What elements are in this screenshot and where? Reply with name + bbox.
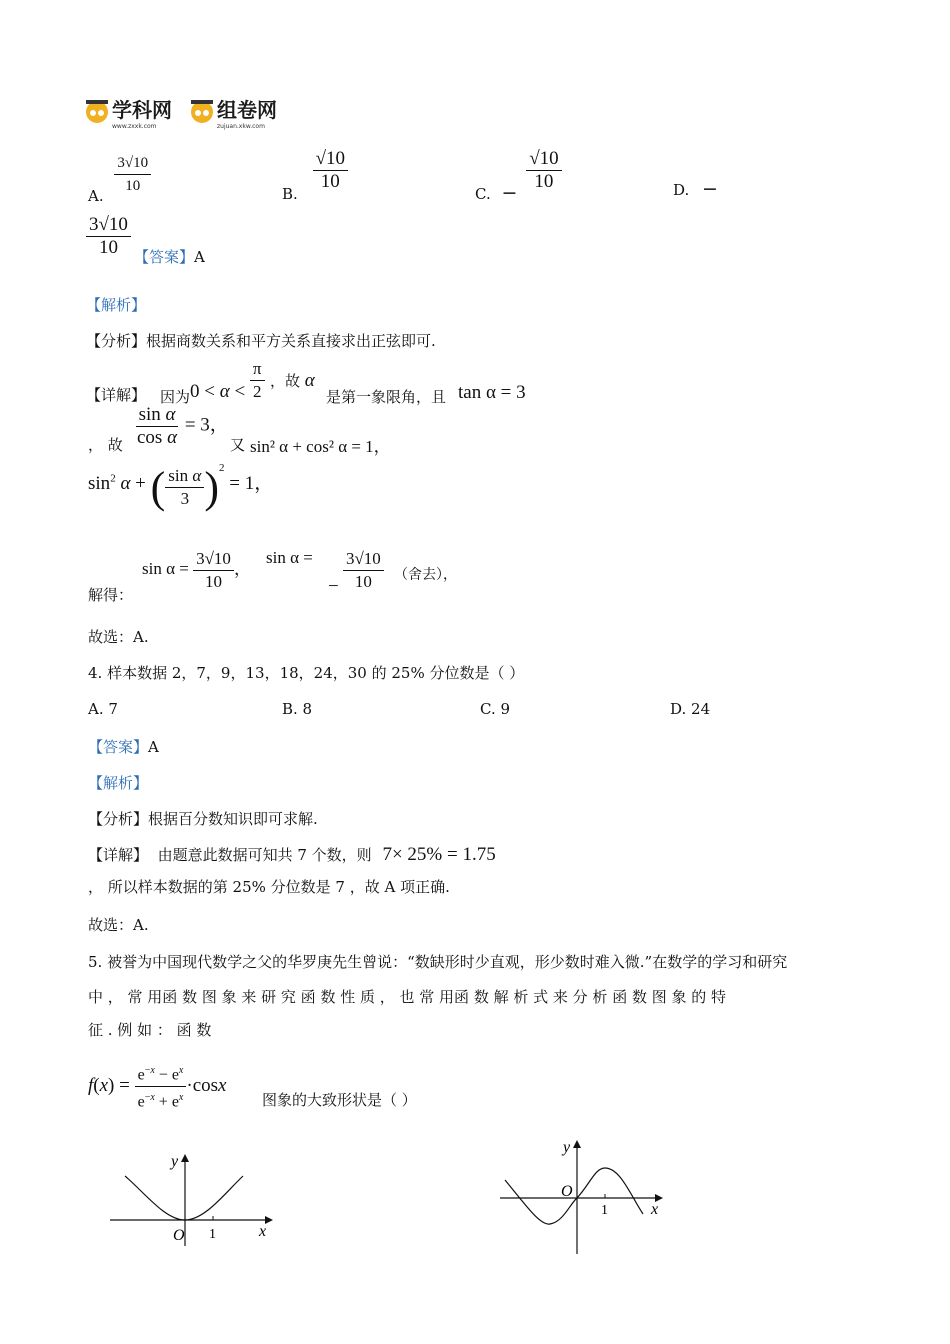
q3-substitution: $\sin^2 \alpha$ + ( $\frac{\text{sin α}}{3}$ )$^2$ = 1， bbox=[88, 461, 274, 512]
q3-pythag-identity: sin² α + cos² α = 1， bbox=[250, 437, 391, 456]
q5-stem-line3: 征 . 例 如 ： 函 数 bbox=[88, 1021, 212, 1039]
y-axis-arrow-icon bbox=[573, 1140, 581, 1148]
option-letter: D. bbox=[673, 181, 690, 199]
option-sign: − bbox=[501, 181, 518, 204]
option-a bbox=[88, 152, 151, 205]
fenxi-label: 【分析】 bbox=[86, 332, 147, 350]
logo bbox=[84, 92, 294, 136]
q4-option-d: D. 24 bbox=[670, 700, 711, 718]
graph-option-a bbox=[105, 1148, 285, 1248]
q4-option-a: A. 7 bbox=[88, 700, 118, 718]
option-letter: A. bbox=[88, 186, 104, 205]
option-d-fraction bbox=[86, 214, 131, 259]
curve bbox=[125, 1176, 243, 1220]
curve bbox=[505, 1168, 643, 1224]
y-label: y bbox=[563, 1139, 571, 1156]
graph-option-b bbox=[495, 1134, 675, 1258]
q3-discard: （舍去）， bbox=[394, 567, 457, 583]
y-label: y bbox=[171, 1153, 179, 1170]
q4-fenxi: 【分析】根据百分数知识即可求解. bbox=[88, 810, 318, 828]
option-numerator: 3√10 bbox=[114, 152, 151, 175]
q3-answer bbox=[134, 246, 205, 267]
tick-label: 1 bbox=[209, 1227, 216, 1242]
q3-solution-2-value: − $\frac{3√10}{10}$ bbox=[328, 548, 384, 593]
option-c bbox=[475, 148, 562, 204]
option-letter: C. bbox=[475, 184, 491, 203]
svg-text:zujuan.xkw.com: zujuan.xkw.com bbox=[217, 123, 265, 130]
answer-label: 【答案】 bbox=[134, 248, 195, 266]
q3-sin-over-cos: $\frac{\text{sin α}}{\text{cos α}}$ = 3， bbox=[137, 404, 229, 448]
q3-solution-2: sin α = bbox=[266, 548, 313, 567]
q3-line1-quadrant: 是第一象限角，且 bbox=[326, 388, 447, 406]
option-numerator: √10 bbox=[313, 148, 348, 171]
svg-text:组卷网: 组卷网 bbox=[217, 98, 277, 122]
x-axis-arrow-icon bbox=[265, 1216, 273, 1224]
q4-choose: 故选：A. bbox=[88, 916, 149, 934]
q4-xiangjie: 【详解】 由题意此数据可知共 7 个数，则 7× 25% = 1.75 bbox=[88, 844, 496, 865]
option-denominator: 10 bbox=[98, 237, 118, 258]
svg-text:学科网: 学科网 bbox=[112, 98, 172, 122]
q3-xiangjie-yinwei: 因为 bbox=[160, 388, 191, 406]
q5-function-formula: f(x) = $\frac{e^{-x} - e^x}{e^{-x} + e^x}$ ·cosx bbox=[88, 1060, 226, 1114]
q4-jiexi-heading: 【解析】 bbox=[88, 774, 149, 792]
option-letter: B. bbox=[282, 184, 298, 203]
q3-fenxi bbox=[86, 330, 436, 351]
q3-alpha-range: 0 < α < $\frac{\pi}{2}$ bbox=[190, 358, 265, 403]
x-label: x bbox=[259, 1223, 267, 1240]
option-sign: − bbox=[702, 178, 718, 200]
q3-jiede: 解得： bbox=[88, 586, 134, 604]
option-denominator: 10 bbox=[320, 171, 340, 192]
tick-label: 1 bbox=[601, 1203, 608, 1218]
q3-jiexi-heading: 【解析】 bbox=[86, 296, 147, 314]
q3-line2-gu: ， 故 bbox=[88, 436, 123, 454]
q4-answer: 【答案】A bbox=[88, 738, 159, 756]
option-d bbox=[673, 178, 718, 200]
q3-choose: 故选：A. bbox=[88, 628, 149, 646]
q4-option-b: B. 8 bbox=[282, 700, 313, 718]
answer-value: A bbox=[194, 248, 205, 266]
q4-option-c: C. 9 bbox=[480, 700, 511, 718]
fenxi-text: 根据商数关系和平方关系直接求出正弦即可. bbox=[146, 332, 436, 350]
option-b bbox=[282, 148, 348, 203]
svg-text:www.zxxk.com: www.zxxk.com bbox=[112, 123, 157, 130]
origin-label: O bbox=[173, 1227, 185, 1244]
x-label: x bbox=[651, 1201, 659, 1218]
q4-line2: ， 所以样本数据的第 25% 分位数是 7 ，故 A 项正确. bbox=[88, 878, 450, 896]
q3-line1-gu: ，故 α bbox=[270, 370, 315, 391]
q5-stem-line1: 5. 被誉为中国现代数学之父的华罗庚先生曾说：“数缺形时少直观，形少数时难入微.”在数学的学习和研究 bbox=[88, 953, 788, 971]
q3-solution-1: sin α = $\frac{3√10}{10}$ ， bbox=[142, 549, 251, 591]
option-denominator: 10 bbox=[125, 178, 141, 194]
q3-tan-eq: tan α = 3 bbox=[458, 382, 526, 403]
q3-line2-you: 又 bbox=[230, 436, 246, 454]
origin-label: O bbox=[561, 1183, 573, 1200]
q5-stem-line2: 中 ， 常 用函 数 图 象 来 研 究 函 数 性 质 ， 也 常 用函 数 解 析 式 来 分 析 函 数 图 象 的 特 bbox=[88, 988, 727, 1006]
y-axis-arrow-icon bbox=[181, 1154, 189, 1162]
option-numerator: 3√10 bbox=[86, 214, 131, 237]
option-denominator: 10 bbox=[534, 171, 554, 192]
q3-xiangjie-label: 【详解】 bbox=[86, 386, 147, 404]
logo-graphic bbox=[84, 92, 294, 132]
q4-stem: 4. 样本数据 2，7，9，13，18，24，30 的 25% 分位数是（ ） bbox=[88, 664, 525, 682]
q5-stem-tail: 图象的大致形状是（ ） bbox=[262, 1091, 417, 1109]
option-numerator: √10 bbox=[526, 148, 561, 171]
